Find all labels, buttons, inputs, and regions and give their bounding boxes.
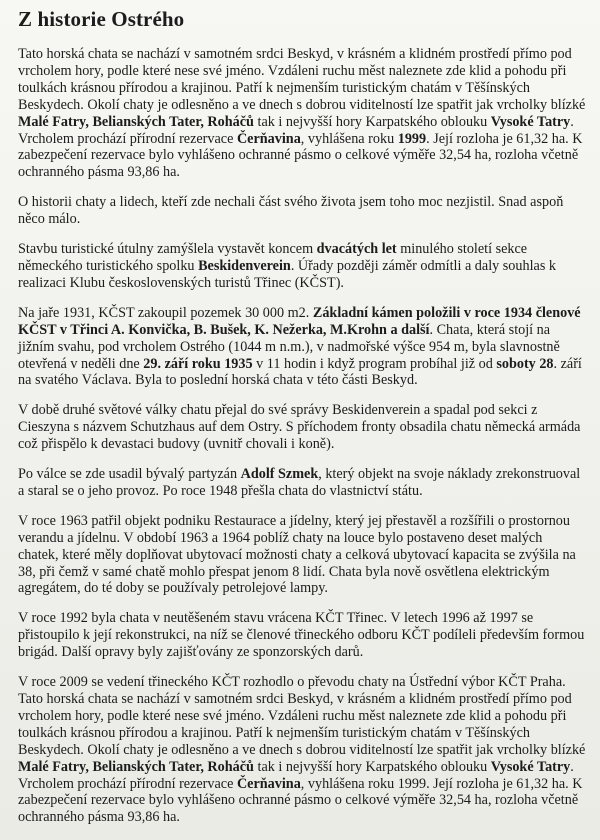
emphasis-text: Čerňavina [236,775,301,792]
emphasis-text: 1999 [397,130,427,147]
paragraph-author-note: O historii chaty a lidech, kteří zde nechali část svého života jsem toho moc nezjistil. Snad aspoň něco málo. [18,194,564,228]
emphasis-text: Čerňavina [236,130,301,147]
emphasis-text: Malé Fatry, Belianských Tater, Roháčů [18,758,254,775]
paragraph-beskidenverein-plan: Stavbu turistické útulny zamýšlela vystavět koncem dvacátých let minulého století sekce německého turistického spolku Beskidenverein. Úřady později záměr odmítli a daly souhlas k realizaci Klubu československých turistů Třinec (KČST). [18,241,556,291]
emphasis-text: Beskidenverein [198,257,291,274]
emphasis-text: Malé Fatry, Belianských Tater, Roháčů [18,113,254,130]
emphasis-text: 29. září roku 1935 [143,355,253,372]
paragraph-1992-return: V roce 1992 byla chata v neutěšeném stavu vrácena KČT Třinec. V letech 1996 až 1997 se přistoupilo k její rekonstrukci, na níž se členové třineckého odboru KČT podíleli především formou brigád. Další opravy byly zajišťovány ze sponzorských darů. [18,610,585,661]
paragraph-construction-1931: Na jaře 1931, KČST zakoupil pozemek 30 000 m2. Základní kámen položili v roce 1934 členové KČST v Třinci A. Konvička, B. Bušek, K. Nežerka, M.Krohn a další. Chata, která stojí na jižním svahu, pod vrcholem Ostrého (1044 m n.m.), v nadmořské výšce 954 m, byla slavnostně otevřená v neděli dne 29. září roku 1935 v 11 hodin i když program probíhal již od soboty 28. září na svatého Václava. Byla to poslední horská chata v této části Beskyd. [18,304,582,389]
paragraph-world-war-two: V době druhé světové války chatu přejal do své správy Beskidenverein a spadal pod sekci z Cieszyna s názvem Schutzhaus auf dem Ostry. S příchodem fronty obsadila chatu německá armáda což přispělo k devastaci budovy (uvnitř chovali i koně). [18,402,581,453]
emphasis-text: Základní kámen položili v roce 1934 členové KČST v Třinci A. Konvička, B. Bušek, K. Nežerka, M.Krohn a další [18,304,581,338]
emphasis-text: Vysoké Tatry [490,758,571,775]
paragraph-1963-expansion: V roce 1963 patřil objekt podniku Restaurace a jídelny, který jej přestavěl a rozšířili o prostornou verandu a jídelnu. V období 1963 a 1964 poblíž chaty na louce bylo postaveno deset malých chatek, které měly doplňovat ubytovací možnosti chaty a celková ubytovací kapacita se zvýšila na 38, při čemž v samé chatě mohlo přespat jenom 8 lidí. Chata byla nově osvětlena elektrickým agregátem, do té doby se používaly petrolejové lampy. [18,512,576,597]
emphasis-text: dvacátých let [316,241,397,258]
emphasis-text: Adolf Szmek [240,466,319,483]
paragraph-2009-transfer: V roce 2009 se vedení třineckého KČT rozhodlo o převodu chaty na Ústřední výbor KČT Praha. Tato horská chata se nachází v samotném srdci Beskyd, v krásném a klidném prostředí přímo pod vrcholem hory, podle které nese své jméno. Vzdáleni ruchu měst naleznete zde klid a pohodu při toulkách krásnou přírodou a krajinou. Patří k nejmenším turistickým chatám v Těšínských Beskydech. Okolí chaty je odlesněno a ve dnech s dobrou viditelností lze spatřit jak vrcholky blízké Malé Fatry, Belianských Tater, Roháčů tak i nejvyšší hory Karpatského oblouku Vysoké Tatry. Vrcholem prochází přírodní rezervace Čerňavina, vyhlášena roku 1999. Její rozloha je 61,32 ha. K zabezpečení rezervace bylo vyhlášeno ochranné pásmo o celkové výměře 32,54 ha, rozloha včetně ochranného pásma 93,86 ha. [18,674,586,826]
document-title: Z historie Ostrého [18,7,185,31]
emphasis-text: Vysoké Tatry [490,113,571,130]
paragraph-after-war: Po válce se zde usadil bývalý partyzán Adolf Szmek, který objekt na svoje náklady zrekonstruoval a staral se o jeho provoz. Po roce 1948 přešla chata do vlastnictví státu. [18,466,581,499]
emphasis-text: soboty 28 [496,355,554,372]
document-body [18,46,586,826]
paragraph-intro: Tato horská chata se nachází v samotném srdci Beskyd, v krásném a klidném prostředí přímo pod vrcholem hory, podle které nese své jméno. Vzdáleni ruchu měst naleznete zde klid a pohodu při toulkách krásnou přírodou a krajinou. Patří k nejmenším turistickým chatám v Těšínských Beskydech. Okolí chaty je odlesněno a ve dnech s dobrou viditelností lze spatřit jak vrcholky blízké Malé Fatry, Belianských Tater, Roháčů tak i nejvyšší hory Karpatského oblouku Vysoké Tatry. Vrcholem prochází přírodní rezervace Čerňavina, vyhlášena roku 1999. Její rozloha je 61,32 ha. K zabezpečení rezervace bylo vyhlášeno ochranné pásmo o celkové výměře 32,54 ha, rozloha včetně ochranného pásma 93,86 ha. [18,46,586,181]
